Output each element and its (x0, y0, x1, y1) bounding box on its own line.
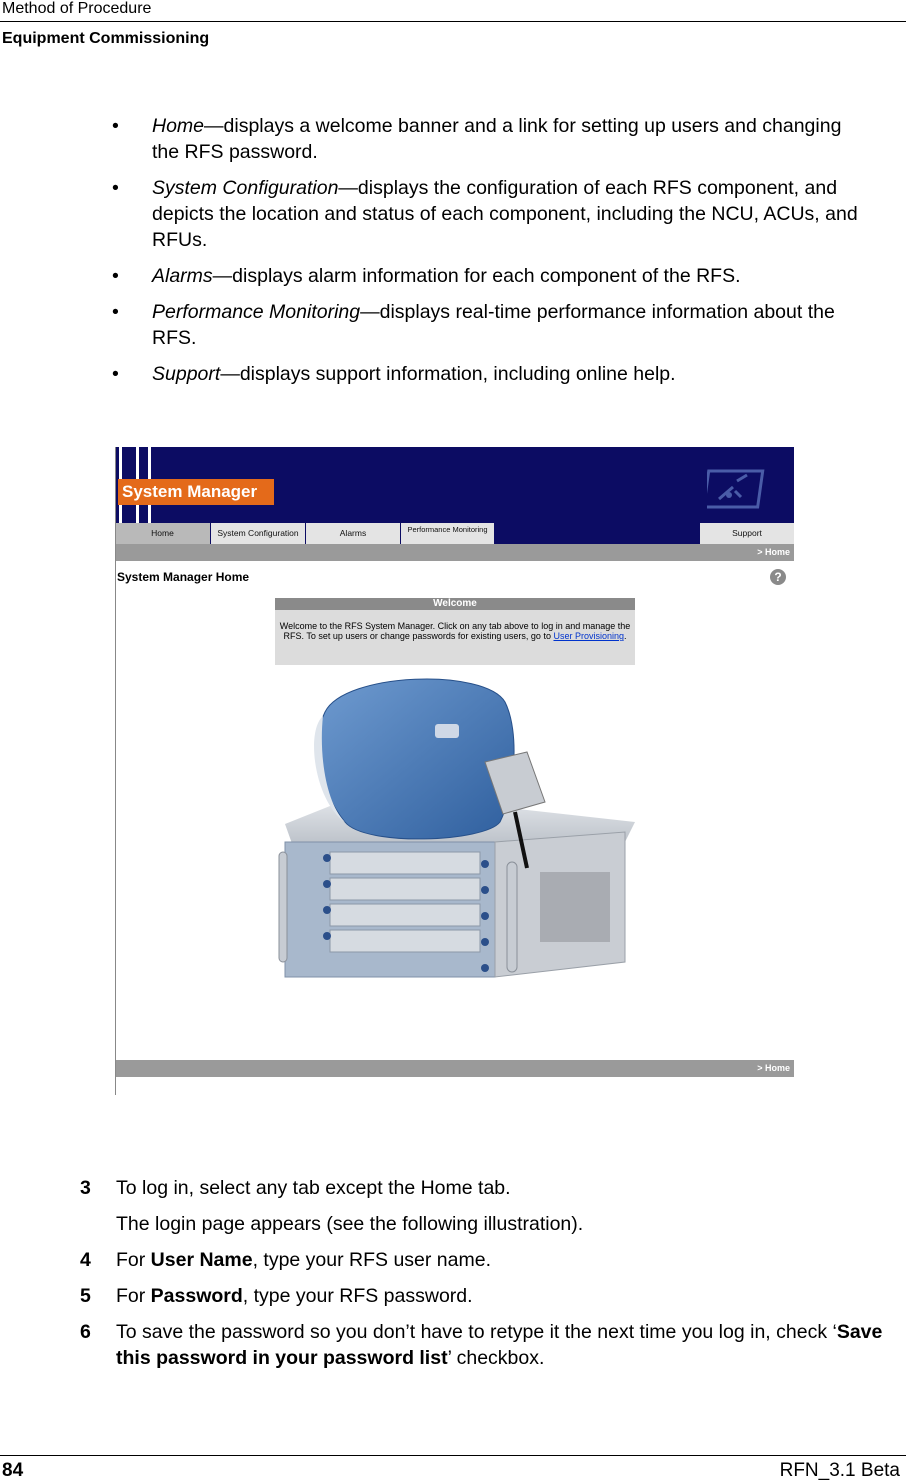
tab-system-configuration[interactable]: System Configuration (211, 523, 306, 544)
step-item (80, 1211, 900, 1237)
section-title: Equipment Commissioning (2, 30, 210, 47)
nav-tabs (115, 523, 794, 544)
bullet-item (112, 361, 872, 387)
step-item (80, 1283, 900, 1309)
tab-alarms[interactable]: Alarms (306, 523, 401, 544)
page-number: 84 (2, 1460, 24, 1481)
step-emphasis: Password (150, 1285, 243, 1307)
tab-support[interactable]: Support (700, 523, 794, 544)
app-logo: System Manager (118, 479, 274, 505)
bullet-symbol: • (112, 363, 119, 385)
bullet-term: System Configuration (152, 177, 339, 199)
step-text: To log in, select any tab except the Home tab. (116, 1177, 511, 1199)
bullet-text: —displays alarm information for each component of the RFS. (212, 265, 741, 287)
tab-performance-monitoring[interactable]: Performance Monitoring (401, 523, 495, 544)
bullet-term: Home (152, 115, 205, 137)
bullet-item (112, 299, 872, 351)
screenshot-border (115, 447, 116, 1095)
tab-home[interactable]: Home (115, 523, 211, 544)
bullet-term: Performance Monitoring (152, 301, 361, 323)
bullet-item (112, 113, 872, 165)
header-rule (0, 21, 906, 22)
step-text: ’ checkbox. (447, 1347, 545, 1369)
brand-logo-icon (707, 469, 765, 509)
step-number: 4 (80, 1249, 91, 1271)
step-list (80, 1175, 900, 1381)
step-text: For (116, 1285, 151, 1307)
step-item (80, 1175, 900, 1201)
doc-title: Method of Procedure (2, 0, 152, 17)
bullet-symbol: • (112, 177, 119, 199)
help-icon[interactable]: ? (770, 569, 786, 585)
step-number: 6 (80, 1321, 91, 1343)
step-emphasis: Save this password in your password list (116, 1321, 883, 1369)
bullet-text: —displays support information, including online help. (220, 363, 676, 385)
bullet-text: —displays the configuration of each RFS component, and depicts the location and status of each component, including the NCU, ACUs, and RFUs. (152, 177, 858, 251)
welcome-title: Welcome (275, 598, 635, 610)
step-number: 3 (80, 1177, 91, 1199)
bullet-text: —displays a welcome banner and a link for setting up users and changing the RFS password. (152, 115, 842, 163)
step-text: The login page appears (see the following illustration). (116, 1213, 584, 1235)
app-banner (115, 447, 794, 544)
step-text: , type your RFS password. (242, 1285, 473, 1307)
step-text: To save the password so you don’t have to retype it the next time you log in, check ‘ (116, 1321, 837, 1343)
step-text: For (116, 1249, 151, 1271)
welcome-message: Welcome to the RFS System Manager. Click on any tab above to log in and manage the RFS. To set up users or change passwords for existing users, go to (279, 621, 631, 641)
user-provisioning-link[interactable]: User Provisioning (553, 631, 624, 641)
bullet-term: Support (152, 363, 221, 385)
welcome-end: . (624, 631, 627, 641)
welcome-box (275, 598, 635, 665)
rfs-device-image (275, 672, 635, 1020)
step-number: 5 (80, 1285, 91, 1307)
bullet-list (112, 113, 872, 397)
bullet-item (112, 263, 872, 289)
breadcrumb[interactable]: > Home (115, 544, 794, 561)
bullet-term: Alarms (152, 265, 213, 287)
step-text: , type your RFS user name. (252, 1249, 491, 1271)
step-emphasis: User Name (150, 1249, 253, 1271)
step-item (80, 1247, 900, 1273)
page-title: System Manager Home (117, 570, 250, 584)
welcome-text (275, 610, 635, 641)
bullet-item (112, 175, 872, 253)
footer-rule (0, 1455, 906, 1456)
bullet-symbol: • (112, 265, 119, 287)
bullet-symbol: • (112, 115, 119, 137)
bullet-symbol: • (112, 301, 119, 323)
step-item (80, 1319, 900, 1371)
footer-breadcrumb[interactable]: > Home (115, 1060, 794, 1077)
system-manager-screenshot (115, 447, 794, 1095)
document-id: RFN_3.1 Beta (779, 1460, 900, 1481)
bullet-text: —displays real-time performance information about the RFS. (152, 301, 835, 349)
